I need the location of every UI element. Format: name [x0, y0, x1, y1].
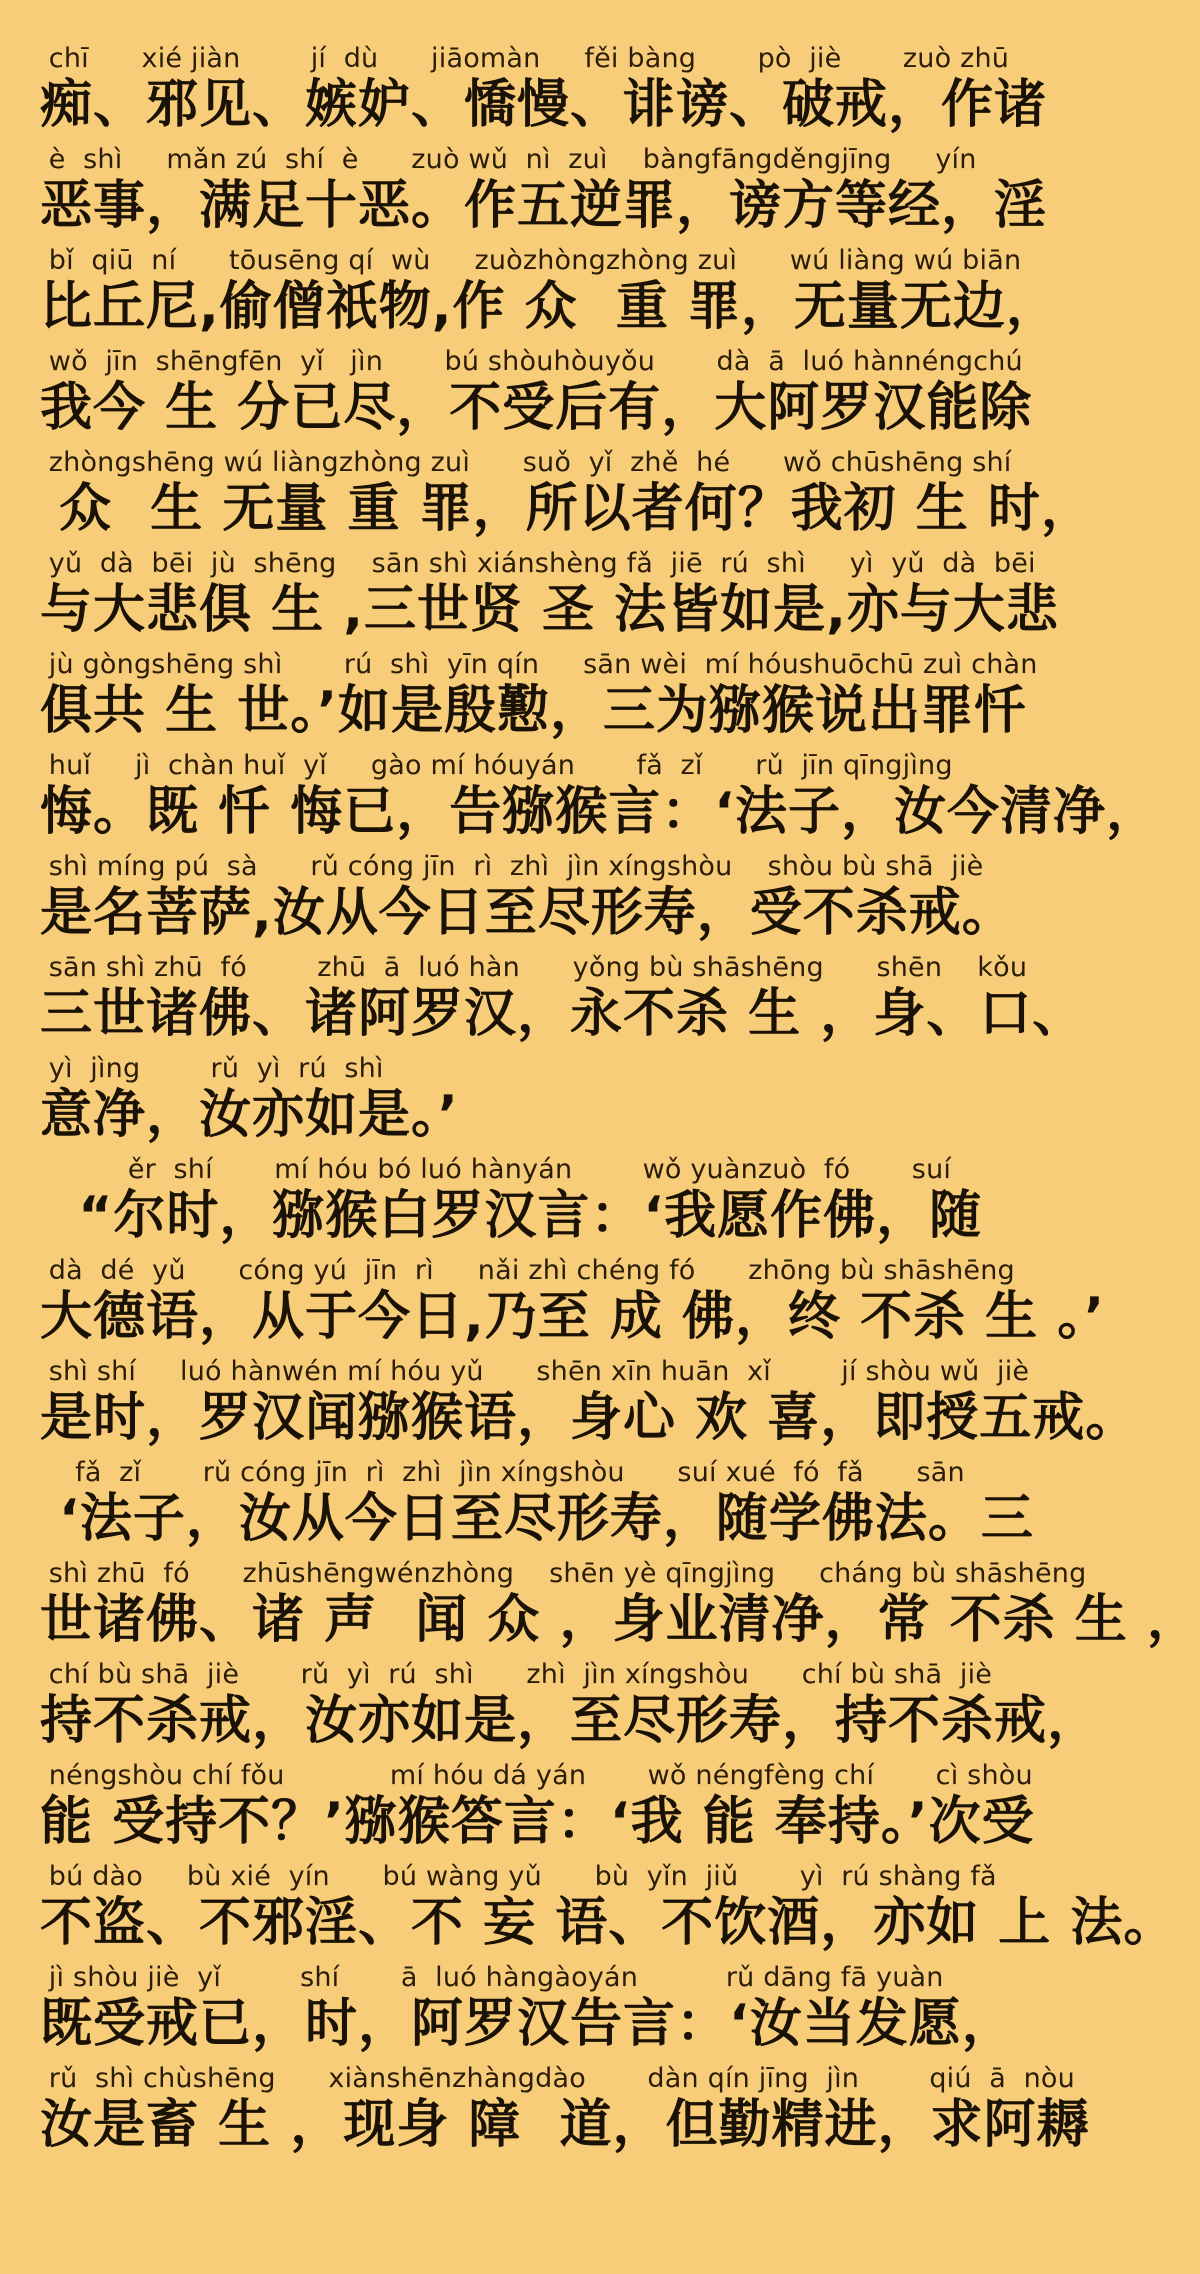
- text-line-8: [40, 750, 1159, 852]
- pinyin-annotation: ěr shí mí hóu bó luó hànyán wǒ yuànzuò fó suí: [40, 1154, 952, 1185]
- chinese-text: 是名菩萨,汝从今日至尽形寿，受不杀戒。: [40, 883, 1015, 943]
- chinese-text: 持不杀戒，汝亦如是，至尽形寿，持不杀戒，: [40, 1691, 1101, 1751]
- chinese-text: 三世诸佛、诸阿罗汉，永不杀 生 ，身、口、: [40, 984, 1086, 1044]
- text-line-14: [40, 1356, 1139, 1458]
- text-line-11: [40, 1054, 1040, 1155]
- text-line-21: [40, 2063, 1090, 2165]
- chinese-text: 既受戒已，时，阿罗汉告言：‘汝当发愿，: [40, 1994, 1015, 2054]
- pinyin-annotation: jù gòngshēng shì rú shì yīn qín sān wèi mí hóushuōchū zuì chàn: [40, 649, 1038, 680]
- chinese-text: 我今 生 分已尽，不受后有，大阿罗汉能除: [40, 378, 1033, 438]
- text-line-2: [40, 144, 1048, 246]
- chinese-text: 意净，汝亦如是。’: [40, 1085, 459, 1145]
- text-line-6: [40, 548, 1059, 650]
- chinese-text: “尔时，猕猴白罗汉言：‘我愿作佛，随: [40, 1186, 983, 1246]
- pinyin-annotation: chí bù shā jiè rǔ yì rú shì zhì jìn xíngshòu chí bù shā jiè: [40, 1659, 993, 1690]
- chinese-text: 能 受持不？’猕猴答言：‘我 能 奉持。’次受: [40, 1792, 1035, 1852]
- pinyin-annotation: è shì mǎn zú shí è zuò wǔ nì zuì bàngfāngděngjīng yín: [40, 144, 977, 175]
- pinyin-annotation: wǒ jīn shēngfēn yǐ jìn bú shòuhòuyǒu dà ā luó hànnéngchú: [40, 346, 1023, 377]
- chinese-text: 不盗、不邪淫、不 妄 语、不饮酒，亦如 上 法。: [40, 1893, 1177, 1953]
- chinese-text: 世诸佛、诸 声 闻 众 ，身业清净，常 不杀 生 ，: [40, 1590, 1200, 1650]
- pinyin-annotation: jì shòu jiè yǐ shí ā luó hàngàoyán rǔ dāng fā yuàn: [40, 1962, 944, 1993]
- chinese-text: 俱共 生 世。’如是殷懃，三为猕猴说出罪忏: [40, 681, 1027, 741]
- pinyin-annotation: rǔ shì chùshēng xiànshēnzhàngdào dàn qín jīng jìn qiú ā nòu: [40, 2063, 1075, 2094]
- pinyin-annotation: chī xié jiàn jí dù jiāomàn fěi bàng pò jiè zuò zhū: [40, 43, 1010, 74]
- pinyin-annotation: zhòngshēng wú liàngzhòng zuì suǒ yǐ zhě hé wǒ chūshēng shí: [40, 447, 1012, 478]
- chinese-text: 与大悲俱 生 ,三世贤 圣 法皆如是,亦与大悲: [40, 580, 1059, 640]
- chinese-text: 悔。既 忏 悔已，告猕猴言：‘法子，汝今清净，: [40, 782, 1159, 842]
- chinese-text: 是时，罗汉闻猕猴语，身心 欢 喜，即授五戒。: [40, 1388, 1139, 1448]
- text-line-10: [40, 952, 1086, 1054]
- chinese-text: 痴、邪见、嫉妒、憍慢、诽谤、破戒，作诸: [40, 75, 1048, 135]
- text-line-5: [40, 447, 1094, 549]
- text-line-18: [40, 1761, 1040, 1862]
- pinyin-annotation: néngshòu chí fǒu mí hóu dá yán wǒ néngfèng chí cì shòu: [40, 1760, 1033, 1791]
- text-line-4: [40, 347, 1040, 448]
- text-line-17: [40, 1659, 1101, 1761]
- pinyin-annotation: shì míng pú sà rǔ cóng jīn rì zhì jìn xíngshòu shòu bù shā jiè: [40, 851, 984, 882]
- chinese-text: ‘法子，汝从今日至尽形寿，随学佛法。三: [40, 1489, 1034, 1549]
- text-line-16: [40, 1558, 1200, 1660]
- chinese-text: 比丘尼,偷僧祇物,作 众 重 罪，无量无边，: [40, 277, 1059, 337]
- chinese-text: 汝是畜 生 ，现身 障 道，但勤精进，求阿耨: [40, 2095, 1090, 2155]
- pinyin-annotation: yǔ dà bēi jù shēng sān shì xiánshèng fǎ jiē rú shì yì yǔ dà bēi: [40, 548, 1036, 579]
- pinyin-annotation: sān shì zhū fó zhū ā luó hàn yǒng bù shāshēng shēn kǒu: [40, 952, 1028, 983]
- text-line-20: [40, 1963, 1040, 2064]
- text-line-1: [40, 43, 1048, 145]
- text-line-3: [40, 245, 1059, 347]
- text-line-19: [40, 1861, 1177, 1963]
- chinese-text: 恶事，满足十恶。作五逆罪，谤方等经，淫: [40, 176, 1048, 236]
- chinese-text: 众 生 无量 重 罪，所以者何？我初 生 时，: [40, 479, 1094, 539]
- pinyin-annotation: shì shí luó hànwén mí hóu yǔ shēn xīn huān xǐ jí shòu wǔ jiè: [40, 1356, 1030, 1387]
- pinyin-annotation: dà dé yǔ cóng yú jīn rì nǎi zhì chéng fó zhōng bù shāshēng: [40, 1255, 1015, 1286]
- text-line-12: [40, 1155, 1040, 1256]
- pinyin-annotation: huǐ jì chàn huǐ yǐ gào mí hóuyán fǎ zǐ rǔ jīn qīngjìng: [40, 750, 953, 781]
- chinese-text: 大德语，从于今日,乃至 成 佛，终 不杀 生 。’: [40, 1287, 1106, 1347]
- pinyin-annotation: bú dào bù xié yín bú wàng yǔ bù yǐn jiǔ yì rú shàng fǎ: [40, 1861, 997, 1892]
- pinyin-annotation: bǐ qiū ní tōusēng qí wù zuòzhòngzhòng zuì wú liàng wú biān: [40, 245, 1022, 276]
- pinyin-annotation: shì zhū fó zhūshēngwénzhòng shēn yè qīngjìng cháng bù shāshēng: [40, 1558, 1087, 1589]
- text-line-13: [40, 1255, 1106, 1357]
- text-line-7: [40, 650, 1040, 751]
- pinyin-annotation: fǎ zǐ rǔ cóng jīn rì zhì jìn xíngshòu suí xué fó fǎ sān: [40, 1457, 965, 1488]
- pinyin-annotation: yì jìng rǔ yì rú shì: [40, 1053, 384, 1084]
- text-line-9: [40, 852, 1040, 953]
- text-line-15: [40, 1458, 1040, 1559]
